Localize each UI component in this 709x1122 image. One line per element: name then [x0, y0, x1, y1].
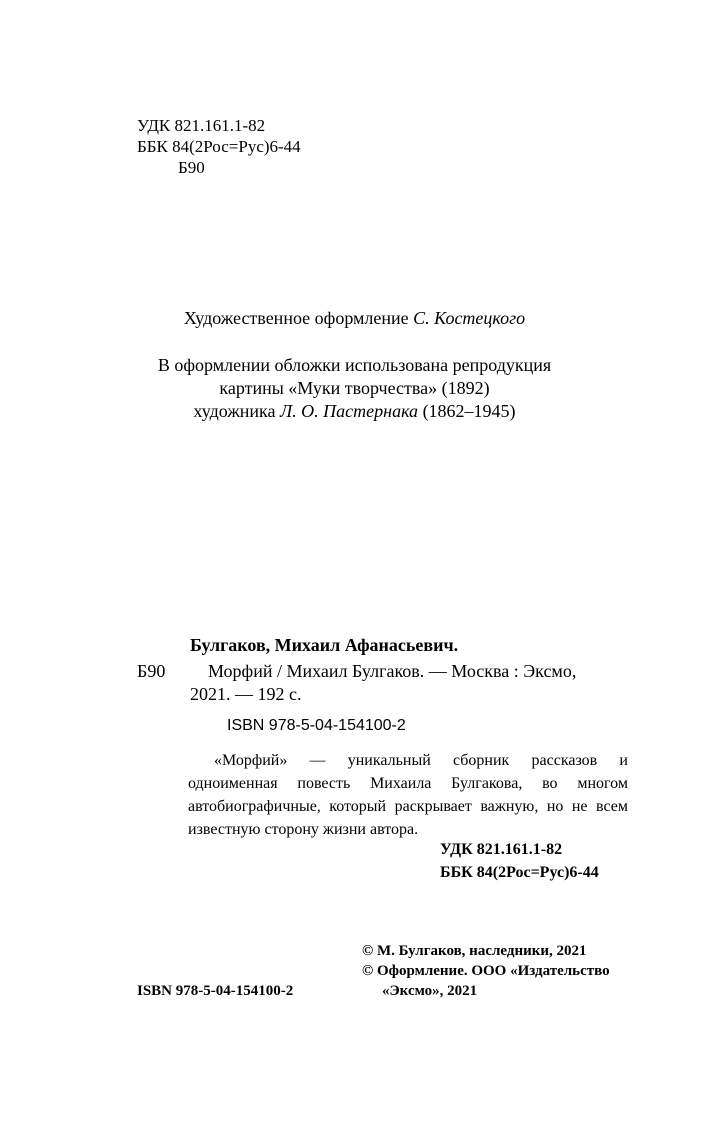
catalog-isbn: ISBN 978-5-04-154100-2 — [227, 717, 406, 734]
catalog-author-mark: Б90 — [137, 661, 166, 681]
cover-line-3-suffix: (1862–1945) — [422, 401, 516, 421]
copyright-line-2: © Оформление. ООО «Издательство — [362, 963, 610, 979]
copyright-block — [362, 941, 632, 1001]
author-mark-top: Б90 — [178, 158, 205, 177]
catalog-udk: УДК 821.161.1-82 — [440, 841, 563, 858]
cover-line-3-prefix: художника — [193, 401, 276, 421]
cover-line-1: В оформлении обложки использована репродукция — [157, 355, 552, 375]
cover-artist: Л. О. Пастернака — [279, 401, 419, 421]
design-credit — [0, 307, 709, 329]
catalog-title-line-2: 2021. — 192 с. — [190, 684, 302, 704]
copyright-line-1: © М. Булгаков, наследники, 2021 — [362, 943, 587, 959]
bbk-top: ББК 84(2Рос=Рус)6-44 — [137, 137, 301, 156]
cover-line-2: картины «Муки творчества» (1892) — [219, 378, 490, 398]
catalog-title-line-1: Морфий / Михаил Булгаков. — Москва : Эксмо, — [208, 661, 577, 681]
catalog-annotation: «Морфий» — уникальный сборник рассказов и одноименная повесть Михаила Булгакова, во многом автобиографичные, который раскрывает важную, но не всем известную сторону жизни автора. — [188, 752, 628, 838]
cover-line-3 — [0, 400, 709, 422]
udk-top: УДК 821.161.1-82 — [137, 116, 266, 135]
footer-isbn: ISBN 978-5-04-154100-2 — [137, 983, 294, 999]
design-prefix: Художественное оформление — [183, 308, 409, 328]
design-name: С. Костецкого — [413, 308, 526, 328]
copyright-line-3: «Эксмо», 2021 — [382, 983, 478, 999]
catalog-heading: Булгаков, Михаил Афанасьевич. — [190, 635, 459, 655]
catalog-bbk: ББК 84(2Рос=Рус)6-44 — [440, 864, 599, 881]
